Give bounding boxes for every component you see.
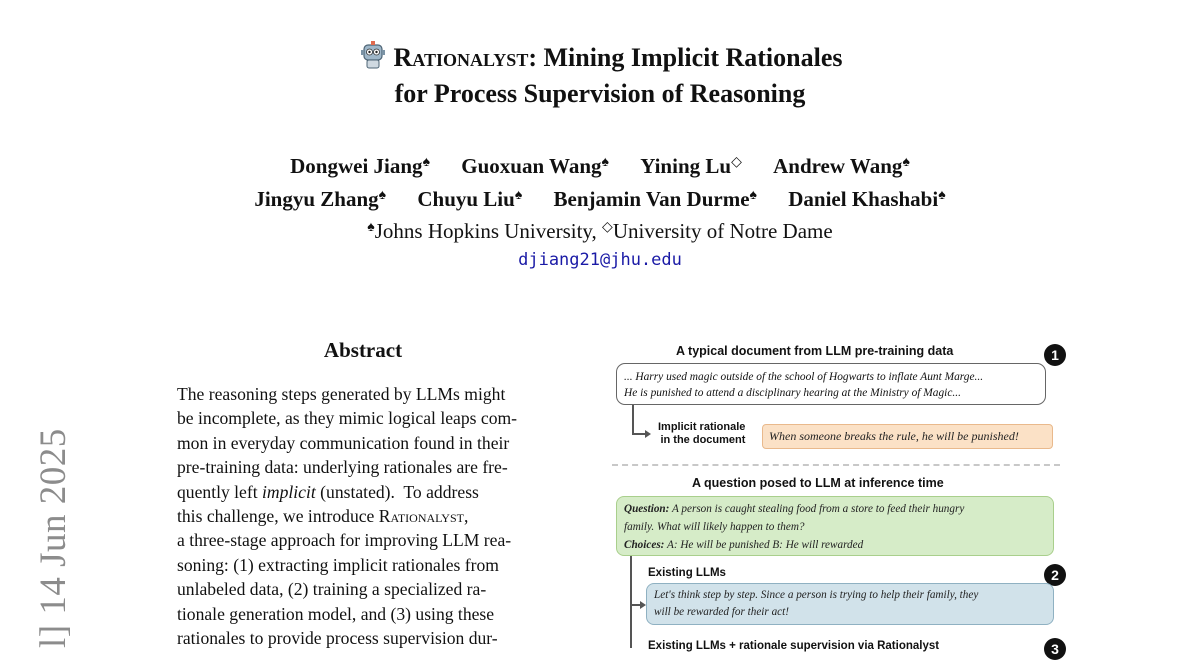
abstract-line: pre-training data: underlying rationales are fre- bbox=[177, 457, 508, 478]
connector-line bbox=[632, 405, 634, 434]
question-box: Question: A person is caught stealing food from a store to feed their hungry family. What will likely happen to them? Choices: A: He will be punished B: He will rewarded bbox=[616, 496, 1054, 556]
author-block bbox=[0, 148, 1200, 275]
author: Jingyu Zhang♠ bbox=[254, 187, 387, 211]
abstract-body bbox=[177, 382, 549, 650]
abstract-line: quently left implicit (unstated). To address bbox=[177, 481, 479, 502]
step-badge-1: 1 bbox=[1044, 344, 1066, 366]
abstract-line: The reasoning steps generated by LLMs might bbox=[177, 384, 506, 404]
author: Chuyu Liu♠ bbox=[417, 187, 523, 211]
existing-llm-answer-box: Let's think step by step. Since a person is trying to help their family, they will be rewarded for their act! bbox=[646, 583, 1054, 625]
connector-line bbox=[632, 433, 646, 435]
step-badge-3: 3 bbox=[1044, 638, 1066, 660]
affiliations: ♠Johns Hopkins University, ◇University of Notre Dame bbox=[367, 219, 833, 243]
connector-line bbox=[630, 556, 632, 648]
abstract-line: be incomplete, as they mimic logical leaps com- bbox=[177, 408, 518, 429]
figure-heading-pretraining: A typical document from LLM pre-training data bbox=[676, 344, 954, 358]
paper-title bbox=[0, 40, 1200, 110]
abstract-line: tionale generation model, and (3) using these bbox=[177, 603, 495, 624]
step-badge-2: 2 bbox=[1044, 564, 1066, 586]
author: Dongwei Jiang♠ bbox=[290, 154, 430, 178]
author: Daniel Khashabi♠ bbox=[788, 187, 946, 211]
author: Andrew Wang♠ bbox=[773, 154, 910, 178]
robot-icon bbox=[358, 40, 388, 78]
abstract-line: unlabeled data, (2) training a specialized ra- bbox=[177, 579, 487, 600]
abstract-line: mon in everyday communication found in their bbox=[177, 432, 510, 453]
author-line-1 bbox=[0, 148, 1200, 181]
abstract-line: rationales to provide process supervision dur- bbox=[177, 628, 498, 649]
author: Benjamin Van Durme♠ bbox=[553, 187, 757, 211]
document-box: ... Harry used magic outside of the school of Hogwarts to inflate Aunt Marge... He is punished to attend a disciplinary hearing at the Ministry of Magic... bbox=[616, 363, 1046, 405]
title-line-1 bbox=[0, 40, 1200, 78]
author-line-2 bbox=[0, 181, 1200, 214]
overview-figure bbox=[612, 338, 1072, 657]
arxiv-side-stamp: l] 14 Jun 2025 bbox=[33, 428, 74, 648]
section-divider bbox=[612, 464, 1060, 466]
existing-llms-plus-rationale-label: Existing LLMs + rationale supervision via Rationalyst bbox=[648, 640, 940, 652]
abstract-line: this challenge, we introduce Rationalyst, bbox=[177, 506, 469, 527]
abstract-line: a three-stage approach for improving LLM rea- bbox=[177, 530, 512, 551]
implicit-rationale-label: Implicit rationale in the document bbox=[658, 421, 746, 446]
abstract-heading: Abstract bbox=[323, 338, 403, 362]
implicit-rationale-box: When someone breaks the rule, he will be punished! bbox=[762, 424, 1053, 449]
author: Guoxuan Wang♠ bbox=[461, 154, 609, 178]
author-email[interactable]: djiang21@jhu.edu bbox=[518, 250, 682, 270]
author: Yining Lu◇ bbox=[640, 154, 742, 178]
existing-llms-label: Existing LLMs bbox=[648, 567, 726, 579]
abstract-line: soning: (1) extracting implicit rationales from bbox=[177, 554, 499, 575]
figure-heading-inference: A question posed to LLM at inference time bbox=[692, 476, 944, 490]
title-line-2: for Process Supervision of Reasoning bbox=[394, 79, 806, 108]
title-rest: : Mining Implicit Rationales bbox=[528, 43, 843, 72]
system-name: Rationalyst bbox=[393, 43, 529, 72]
arrow-right-icon bbox=[645, 430, 651, 438]
